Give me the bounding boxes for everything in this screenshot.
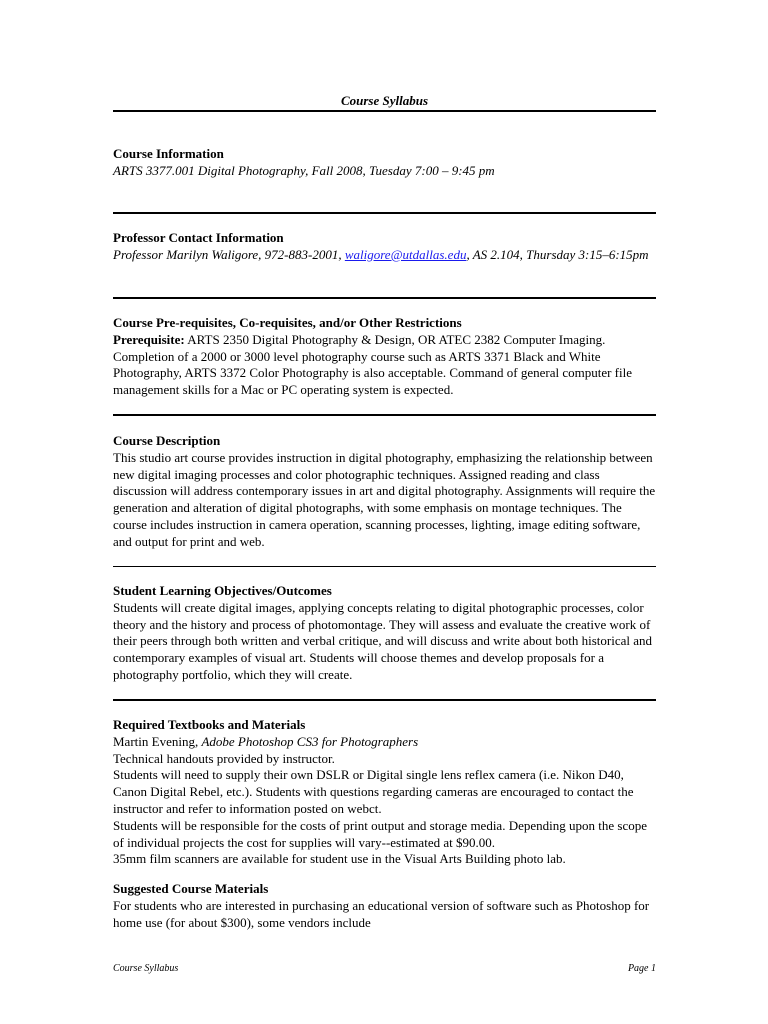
- section-heading: Suggested Course Materials: [113, 881, 269, 896]
- materials-line: Students will be responsible for the costs of print output and storage media. Depending upon the scope of individual projects the cost for supplies will vary--estimated at $90.00.: [113, 817, 647, 850]
- suggested-text: For students who are interested in purchasing an educational version of software such as Photoshop for home use (for about $300), some vendors include: [113, 897, 650, 930]
- page-number: Page 1: [627, 963, 656, 974]
- textbook-title: Adobe Photoshop CS3 for Photographers: [201, 733, 419, 749]
- prerequisite-text: [113, 332, 656, 399]
- professor-contact-text: [113, 247, 656, 264]
- materials-line: Technical handouts provided by instructor.: [113, 750, 335, 766]
- textbooks-section: [113, 717, 656, 868]
- objectives-section: [113, 583, 656, 684]
- divider: [113, 566, 656, 567]
- divider: [113, 414, 656, 416]
- divider: [113, 297, 656, 299]
- footer-title: Course Syllabus: [113, 963, 179, 974]
- section-heading: Professor Contact Information: [113, 230, 284, 245]
- course-description-section: [113, 433, 656, 551]
- divider: [113, 110, 656, 112]
- textbook-author: Martin Evening,: [113, 733, 202, 749]
- prerequisite-body: ARTS 2350 Digital Photography & Design, OR ATEC 2382 Computer Imaging. Completion of a 2000 or 3000 level photography course such as ARTS 3371 Black and White Photography, ARTS 3372 Color Photography is also acceptable. Command of general computer file management skills for a Mac or PC operating system is expected.: [113, 331, 632, 398]
- objectives-text: Students will create digital images, applying concepts relating to digital photographic processes, color theory and the history and process of photomontage. They will assess and evaluate the creative work of their peers through both written and verbal critique, and will discuss and write about both historical and contemporary examples of visual art. Students will choose themes and develop proposals for a photography portfolio, which they will create.: [113, 599, 653, 682]
- section-heading: Required Textbooks and Materials: [113, 717, 306, 732]
- office-hours: , AS 2.104, Thursday 3:15–6:15pm: [466, 246, 649, 262]
- description-text: This studio art course provides instruction in digital photography, emphasizing the relationship between new digital imaging processes and color photographic techniques. Assigned reading and class discussion will address contemporary issues in art and digital photography. Assignments will require the generation and alteration of digital photographs, with some emphasis on montage techniques. The course includes instruction in camera operation, scanning processes, lighting, image editing software, and output for print and web.: [113, 449, 656, 549]
- section-heading: Student Learning Objectives/Outcomes: [113, 583, 332, 598]
- section-heading: Course Pre-requisites, Co-requisites, and/or Other Restrictions: [113, 315, 462, 330]
- divider: [113, 699, 656, 701]
- course-line: ARTS 3377.001 Digital Photography, Fall 2008, Tuesday 7:00 – 9:45 pm: [113, 162, 495, 178]
- professor-contact-section: [113, 230, 656, 264]
- divider: [113, 212, 656, 214]
- suggested-materials-section: [113, 881, 656, 931]
- materials-line: 35mm film scanners are available for student use in the Visual Arts Building photo lab.: [113, 851, 566, 867]
- prerequisite-label: Prerequisite:: [113, 331, 185, 347]
- professor-name-phone: Professor Marilyn Waligore, 972-883-2001,: [113, 246, 345, 262]
- prerequisites-section: [113, 315, 656, 399]
- course-information-section: [113, 146, 656, 180]
- materials-line: Students will need to supply their own DSLR or Digital single lens reflex camera (i.e. Nikon D40, Canon Digital Rebel, etc.). Students with questions regarding cameras are encouraged to contact the instructor and refer to information posted on webct.: [113, 767, 634, 816]
- page-title: Course Syllabus: [340, 93, 429, 108]
- section-heading: Course Information: [113, 146, 224, 161]
- textbook-line: [113, 734, 656, 751]
- section-heading: Course Description: [113, 433, 221, 448]
- email-link[interactable]: waligore@utdallas.edu: [344, 246, 467, 262]
